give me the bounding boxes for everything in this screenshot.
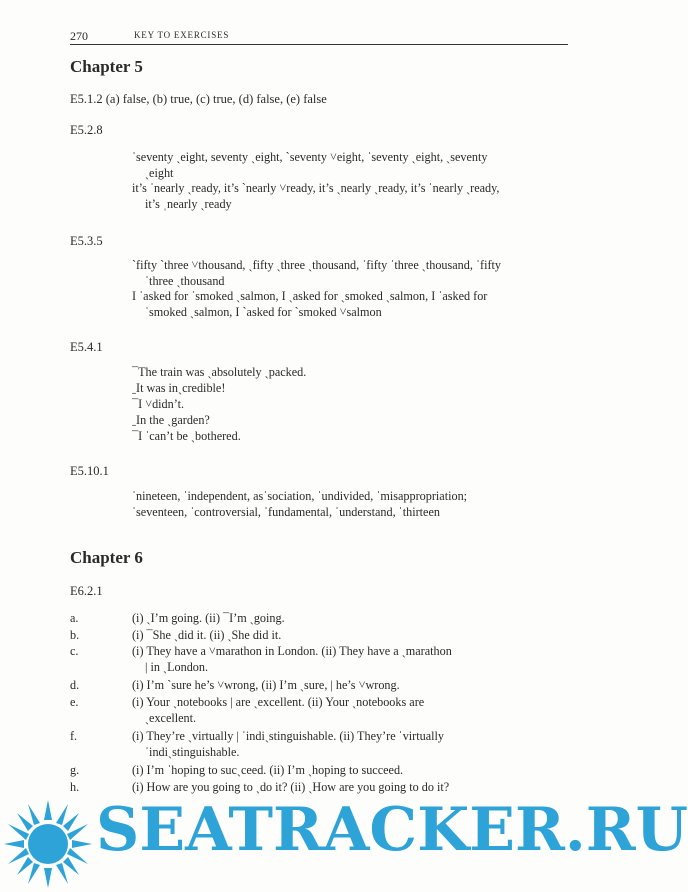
exercise-id-e5-4-1: E5.4.1 [70, 340, 103, 354]
item-label-g: g. [70, 763, 80, 777]
item-label-f: f. [70, 729, 78, 743]
item-h-line-1: (i) How are you going to ˏdo it? (ii) ˏHow are you going to do it? [132, 780, 450, 794]
item-b-line-1: (i) ¯She ˎdid it. (ii) ˎShe did it. [132, 628, 282, 642]
item-f-line-2: ˈindiˎstinguishable. [145, 745, 240, 759]
item-label-d: d. [70, 678, 80, 692]
exercise-e5-1-2: E5.1.2 (a) false, (b) true, (c) true, (d) false, (e) false [70, 92, 327, 106]
e5-10-1-line-2: ˈseventeen, ˈcontroversial, ˈfundamental, ˈunderstand, ˈthirteen [132, 505, 440, 519]
running-header [70, 29, 568, 49]
item-e-line-1: (i) Your ˏnotebooks | are ˎexcellent. (ii) Your ˏnotebooks are [132, 695, 425, 709]
e5-2-8-line-2: ˎeight [145, 166, 174, 180]
item-g-line-1: (i) I’m ˈhoping to sucˎceed. (ii) I’m ˎhoping to succeed. [132, 763, 404, 777]
item-label-a: a. [70, 611, 79, 625]
e5-4-1-line-1: ¯The train was ˏabsolutely ˎpacked. [132, 365, 307, 379]
item-c-line-2: | in ˏLondon. [145, 660, 209, 674]
chapter-6-heading: Chapter 6 [70, 548, 143, 567]
item-c-line-1: (i) They have a ˅marathon in London. (ii) They have a ˎmarathon [132, 644, 452, 658]
e5-4-1-line-3: ¯I ˅didn’t. [132, 397, 185, 411]
watermark-text: SEATRACKER.RU [96, 795, 688, 865]
header-rule [70, 44, 568, 45]
e5-4-1-line-2: ˍIt was inˎcredible! [132, 381, 226, 395]
item-label-b: b. [70, 628, 80, 642]
e5-3-5-line-1: ˋfifty ˋthree ˅thousand, ˏfifty ˏthree ˎthousand, ˈfifty ˈthree ˎthousand, ˈfifty [132, 258, 501, 272]
e5-2-8-line-4: it’s ˌnearly ˏready [145, 197, 232, 211]
item-e-line-2: ˎexcellent. [145, 711, 197, 725]
e5-3-5-line-4: ˈsmoked ˏsalmon, I ˋasked for ˋsmoked ˅salmon [145, 305, 382, 319]
item-label-e: e. [70, 695, 79, 709]
e5-3-5-line-2: ˈthree ˏthousand [145, 274, 225, 288]
page-number: 270 [70, 29, 88, 43]
item-label-h: h. [70, 780, 80, 794]
item-label-c: c. [70, 644, 79, 658]
e5-4-1-line-5: ¯I ˈcan’t be ˎbothered. [132, 429, 241, 443]
e5-2-8-line-3: it’s ˈnearly ˏready, it’s ˋnearly ˅ready, it’s ˏnearly ˎready, it’s ˈnearly ˎready, [132, 181, 500, 195]
item-f-line-1: (i) They’re ˏvirtually | ˈindiˎstinguishable. (ii) They’re ˈvirtually [132, 729, 445, 743]
running-title: KEY TO EXERCISES [134, 30, 230, 40]
exercise-id-e5-2-8: E5.2.8 [70, 123, 103, 137]
item-a-line-1: (i) ˎI’m going. (ii) ¯I’m ˎgoing. [132, 611, 285, 625]
exercise-id-e6-2-1: E6.2.1 [70, 584, 103, 598]
sun-logo-icon [0, 792, 96, 892]
e5-3-5-line-3: I ˈasked for ˈsmoked ˎsalmon, I ˏasked for ˏsmoked ˎsalmon, I ˈasked for [132, 289, 488, 303]
e5-10-1-line-1: ˈnineteen, ˈindependent, asˈsociation, ˈundivided, ˈmisappropriation; [132, 489, 468, 503]
item-d-line-1: (i) I’m ˋsure he’s ˅wrong, (ii) I’m ˎsure, | he’s ˅wrong. [132, 678, 400, 692]
e5-2-8-line-1: ˈseventy ˎeight, seventy ˏeight, ˋseventy ˅eight, ˈseventy ˏeight, ˏseventy [132, 150, 488, 164]
exercise-id-e5-3-5: E5.3.5 [70, 234, 103, 248]
exercise-id-e5-10-1: E5.10.1 [70, 464, 109, 478]
chapter-5-heading: Chapter 5 [70, 57, 143, 76]
e5-4-1-line-4: ˍIn the ˏgarden? [132, 413, 210, 427]
